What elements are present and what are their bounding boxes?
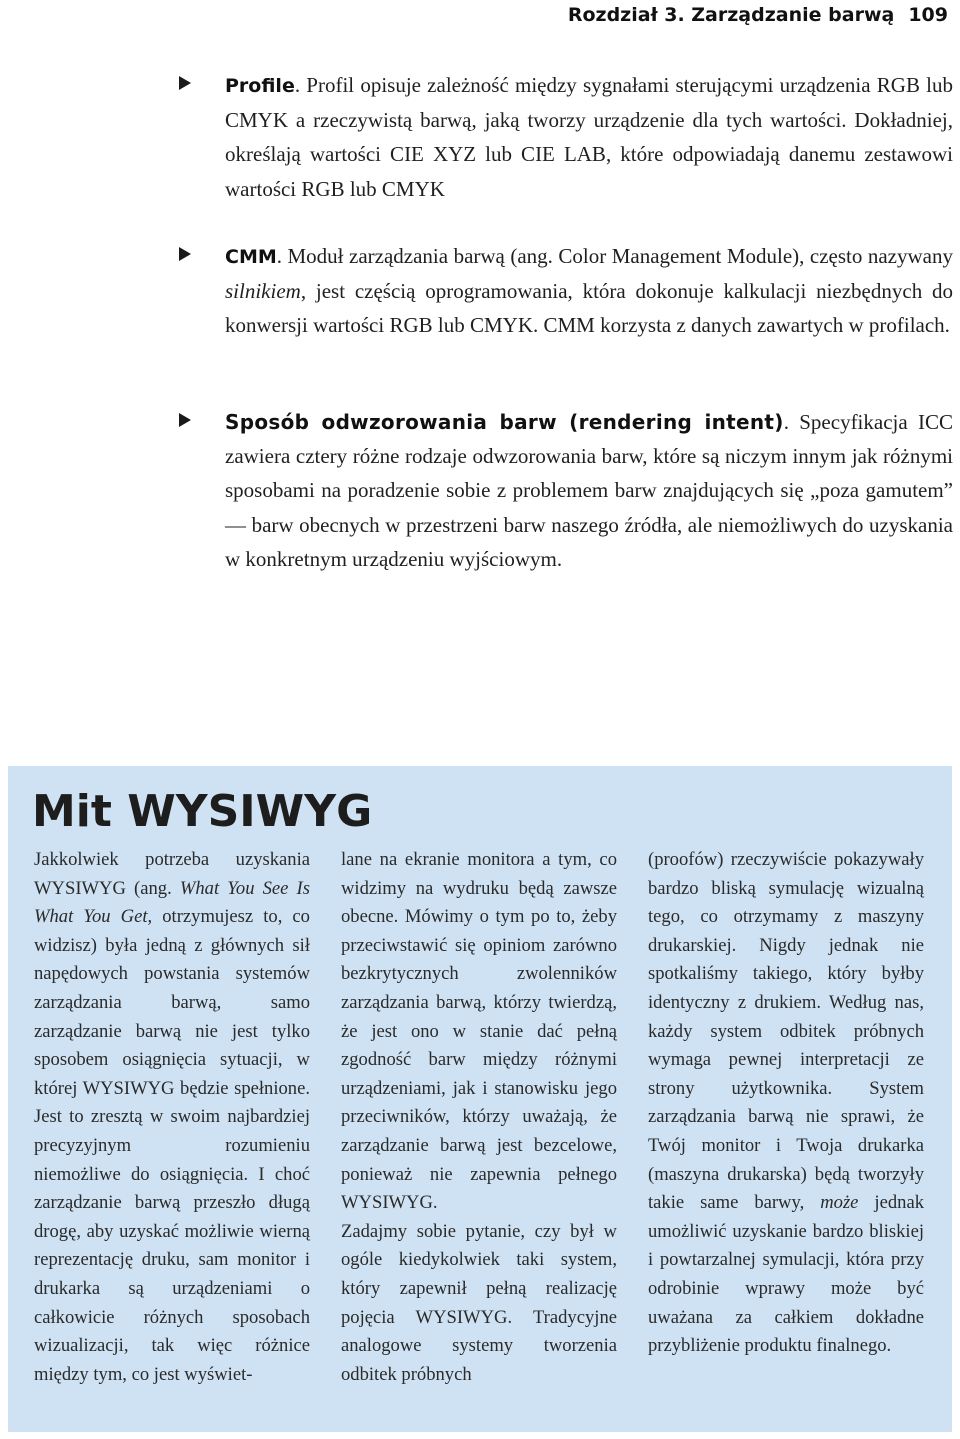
page-number: 109 [908,4,948,26]
definition-term: Sposób odwzorowania barw (rendering intent) [225,410,784,434]
sidebar-text: (proofów) rzeczywiście pokazywały bardzo bliską symulację wizualną tego, co otrzymamy z maszyny drukarskiej. Nigdy jednak nie spotkaliśmy takiego, który byłby identyczny z drukiem. Według nas, każdy system odbitek próbnych wymaga pewnej interpretacji ze strony użytkownika. System zarządzania barwą nie sprawi, że Twój monitor i Twoja drukarka (maszyna drukarska) będą tworzyły takie same barwy, [648,849,924,1214]
sidebar-paragraph: Zadajmy sobie pytanie, czy był w ogóle kiedykolwiek taki system, który zapewnił pełną realizację pojęcia WYSIWYG. Tradycyjne analogowe systemy tworzenia odbitek próbnych [341,1220,617,1385]
definition-term: CMM [225,246,277,268]
definition-emphasis: silnikiem [225,279,301,304]
sidebar-paragraph [648,846,924,1361]
definition-text [225,239,953,343]
sidebar-text-continued: , otrzymujesz to, co widzisz) była jedną z głównych sił napędowych powstania systemów zarządzania barwą, samo zarządzanie barwą nie jest tylko sposobem osiągnięcia sytuacji, w której WYSIWYG będzie spełnione. Jest to zresztą w swoim najbardziej precyzyjnym rozumieniu niemożliwe do osiągnięcia. I choć zarządzanie barwą przeszło długą drogę, aby uzyskać możliwie wierną reprezentację druku, sam monitor i drukarka są urządzeniami o całkowicie różnych sposobach wizualizacji, tak więc różnice między tym, co jest wyświet- [34,906,310,1385]
running-header [568,0,948,30]
sidebar-paragraph [34,846,310,1389]
sidebar-column-2 [341,846,617,1389]
sidebar-emphasis: może [820,1192,859,1214]
sidebar-column-1 [34,846,310,1389]
definition-text [225,68,953,206]
sidebar-text-continued: jednak umożliwić uzyskanie bardzo bliskiej i powtarzalnej symulacji, która przy odrobinie wprawy może być uważana za całkiem dokładne przybliżenie produktu finalnego. [648,1192,924,1357]
definition-item-rendering-intent [0,405,953,576]
sidebar-box [8,766,952,1432]
chapter-title: Rozdział 3. Zarządzanie barwą [567,4,895,26]
sidebar-title: Mit WYSIWYG [32,786,373,837]
definition-item-profile [0,68,953,206]
sidebar-column-3 [648,846,924,1361]
sidebar-paragraph: lane na ekranie monitora a tym, co widzimy na wydruku będą zawsze obecne. Mówimy o tym po to, żeby przeciwstawić się opiniom zarówno bezkrytycznych zwolenników zarządzania barwą, którzy twierdzą, że jest ono w stanie dać pełną zgodność barw między różnymi urządzeniami, jak i stanowisku jego przeciwników, którzy uważają, że zarządzanie barwą jest bezcelowe, ponieważ nie zapewnia pełnego WYSIWYG. [341,849,617,1214]
sidebar-text: Jakkolwiek potrzeba uzyskania WYSIWYG (ang. [34,849,310,899]
sidebar-emphasis: What You See Is What You Get [34,877,310,928]
definition-term: Profile [225,75,295,97]
definition-item-cmm [0,239,953,343]
definition-body: . Profil opisuje zależność między sygnałami sterującymi urządzenia RGB lub CMYK a rzeczywistą barwą, jaką tworzy urządzenie dla tych wartości. Dokładniej, określają wartości CIE XYZ lub CIE LAB, które odpowiadają danemu zestawowi wartości RGB lub CMYK [225,73,953,201]
definition-body: . Specyfikacja ICC zawiera cztery różne rodzaje odwzorowania barw, które są niczym innym jak różnymi sposobami na poradzenie sobie z problemem barw znajdujących się „poza gamutem” — barw obecnych w przestrzeni barw naszego źródła, ale niemożliwych do uzyskania w konkretnym urządzeniu wyjściowym. [225,410,953,571]
triangle-bullet-icon [179,247,191,261]
definition-body: . Moduł zarządzania barwą (ang. Color Management Module), często nazywany [276,244,953,268]
triangle-bullet-icon [179,413,191,427]
definition-body-continued: , jest częścią oprogramowania, która dokonuje kalkulacji niezbędnych do konwersji wartości RGB lub CMYK. CMM korzysta z danych zawartych w profilach. [225,279,953,338]
triangle-bullet-icon [179,76,191,90]
definition-text [225,405,953,576]
